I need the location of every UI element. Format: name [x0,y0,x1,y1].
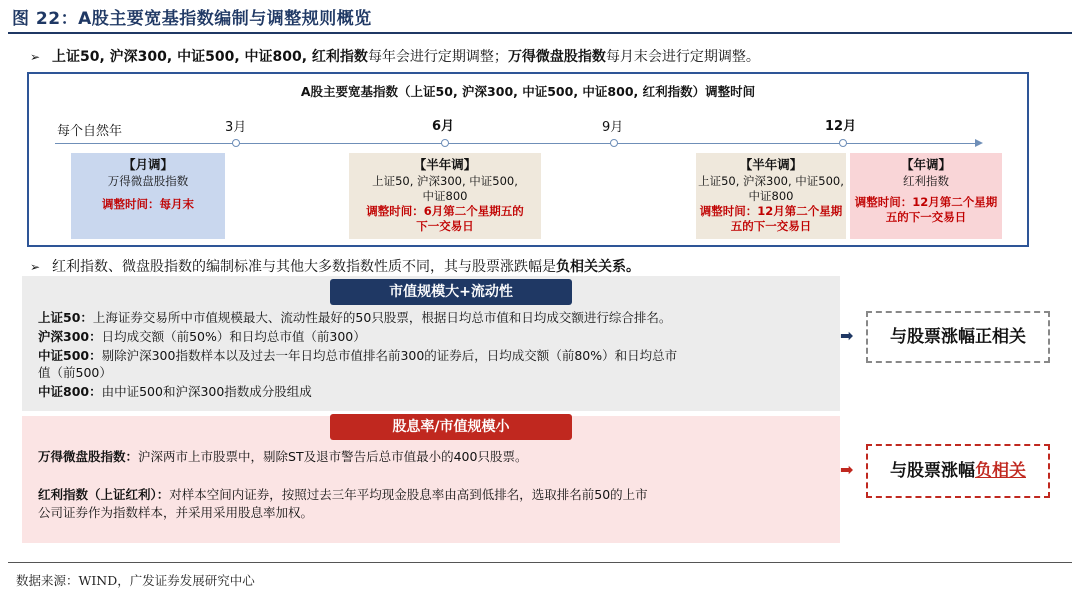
bullet-correlation [30,256,640,276]
month-12: 12月 [825,119,857,134]
outcome-negative-prefix: 与股票涨幅 [890,461,975,481]
bullet2-text: 红利指数、微盘股指数的编制标准与其他大多数指数性质不同，其与股票涨跌幅是 [52,259,556,275]
card-half-june-note: 调整时间：6月第二个星期五的下一交易日 [366,204,524,233]
card-annual-note: 调整时间：12月第二个星期五的下一交易日 [854,195,998,224]
tag-small-cap: 股息率/市值规模小 [330,414,572,440]
card-annual-body: 红利指数 [903,174,949,188]
row-dividend-desc: 对样本空间内证券，按照过去三年平均现金股息率由高到低排名，选取排名前50的上市 [169,487,648,502]
card-monthly-body: 万得微盘股指数 [107,174,189,188]
timeline-heading: A股主要宽基指数（上证50, 沪深300, 中证500, 中证800, 红利指数）调整时间 [300,84,756,99]
row-zz800-desc: 由中证500和沪深300指数成分股组成 [101,384,312,399]
row-zz500-cont: 值（前500） [38,365,112,380]
source-divider [8,562,1072,563]
card-monthly-header: 【月调】 [122,157,173,172]
row-dividend [38,486,648,503]
month-9: 9月 [602,120,624,135]
row-microcap-name: 万得微盘股指数： [38,449,139,464]
card-half-june-body: 上证50, 沪深300, 中证500, 中证800 [372,174,518,203]
tag-large-cap: 市值规模大+流动性 [330,279,572,305]
card-half-june-header: 【半年调】 [413,157,477,172]
axis-arrow-icon [975,139,983,147]
month-3: 3月 [225,120,247,135]
timeline-dot-6 [441,139,449,147]
axis-label: 每个自然年 [57,124,123,139]
row-sz50-desc: 上海证券交易所中市值规模最大、流动性最好的50只股票，根据日均总市值和日均成交额进行综合排名。 [92,310,672,325]
figure-source: 数据来源：WIND，广发证券发展研究中心 [16,573,255,588]
figure-title: 图 22：A股主要宽基指数编制与调整规则概览 [12,9,372,29]
card-half-december [696,153,846,239]
timeline-dot-3 [232,139,240,147]
bullet-schedule [30,46,760,66]
card-half-december-body: 上证50, 沪深300, 中证500, 中证800 [698,174,844,203]
row-zz500 [38,347,677,364]
bullet1-microcap: 万得微盘股指数 [507,49,606,65]
bullet-arrow-icon: ➢ [30,50,41,64]
card-half-december-note: 调整时间：12月第二个星期五的下一交易日 [699,204,843,233]
bullet1-monthly: 每月末会进行定期调整。 [605,49,760,65]
card-annual-header: 【年调】 [900,157,951,172]
card-half-june [349,153,541,239]
row-zz800-name: 中证800： [38,384,102,399]
row-microcap-desc: 沪深两市上市股票中，剔除ST及退市警告后总市值最小的400只股票。 [138,449,528,464]
bullet-arrow-icon: ➢ [30,260,41,274]
row-hs300-desc: 日均成交额（前50%）和日均总市值（前300） [101,329,366,344]
row-zz800 [38,383,312,400]
row-sz50 [38,309,671,326]
row-hs300 [38,328,366,345]
card-annual [850,153,1002,239]
row-zz500-name: 中证500： [38,348,102,363]
outcome-negative [866,444,1050,498]
timeline-box [27,72,1029,247]
title-divider [8,32,1072,34]
outcome-negative-emph: 负相关 [975,461,1026,481]
row-sz50-name: 上证50： [38,310,93,325]
month-6: 6月 [432,119,455,134]
timeline-dot-9 [610,139,618,147]
bullet1-annual: 每年会进行定期调整； [367,49,508,65]
bullet2-emphasis: 负相关关系。 [556,259,640,275]
bullet1-indices: 上证50, 沪深300, 中证500, 中证800, 红利指数 [52,49,368,65]
card-monthly-note: 调整时间：每月末 [102,197,194,211]
row-dividend-cont: 公司证券作为指数样本，并采用采用股息率加权。 [38,505,314,520]
row-zz500-desc: 剔除沪深300指数样本以及过去一年日均总市值排名前300的证券后，日均成交额（前80%）和日均总市 [101,348,678,363]
row-microcap [38,448,527,465]
row-dividend-name: 红利指数（上证红利）： [38,487,170,502]
arrow-right-icon: ➡ [840,460,854,479]
timeline-dot-12 [839,139,847,147]
row-hs300-name: 沪深300： [38,329,102,344]
card-monthly [71,153,225,239]
outcome-positive: 与股票涨幅正相关 [866,311,1050,363]
arrow-right-icon: ➡ [840,326,854,345]
card-half-december-header: 【半年调】 [739,157,803,172]
